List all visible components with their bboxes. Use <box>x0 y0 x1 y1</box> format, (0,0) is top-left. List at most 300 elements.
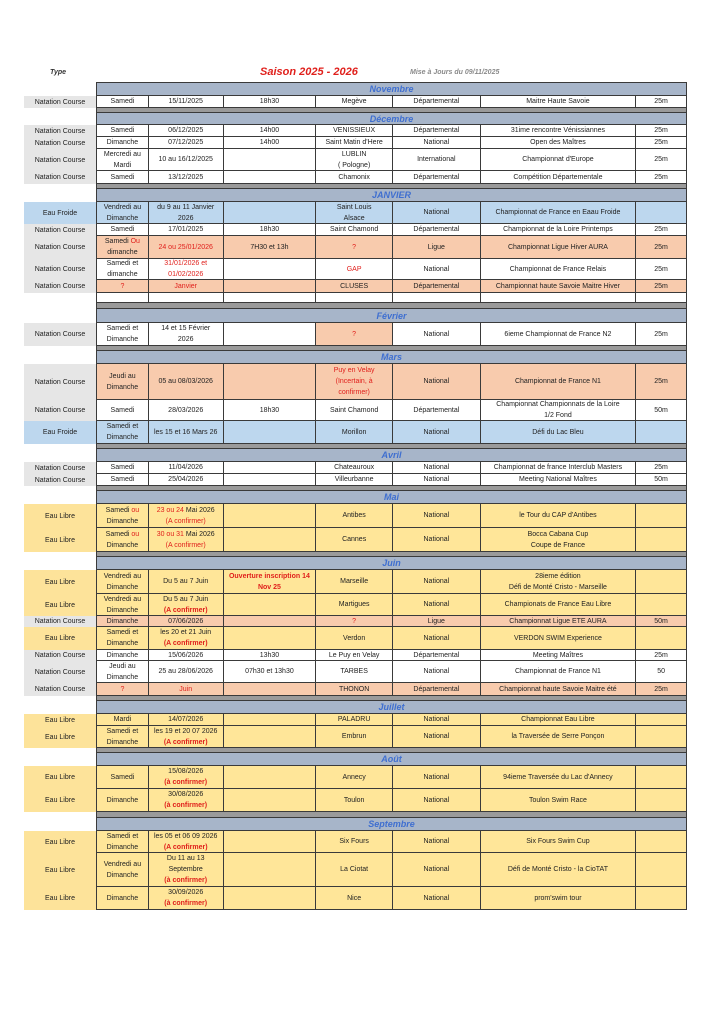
location-cell <box>316 171 393 183</box>
level-text: National <box>423 330 450 338</box>
month-header-fevrier: Février <box>96 308 687 323</box>
competition-text: Défi de Monté Cristo - la CioTAT <box>507 866 608 873</box>
pool-text: 25m <box>654 651 668 659</box>
time-text: Ouverture inscription 14 <box>228 572 310 580</box>
month-header-aout: Août <box>96 752 687 766</box>
location-text: Six Fours <box>339 838 369 845</box>
level-text: National <box>423 601 450 608</box>
competition-cell <box>481 789 636 811</box>
competition-cell <box>481 236 636 258</box>
competition-text: Maitre Haute Savoie <box>526 98 590 105</box>
pool-text: 25m <box>654 173 668 181</box>
pool-text: 25m <box>654 685 668 693</box>
location-text: Toulon <box>343 796 365 804</box>
day-text: Samedi <box>110 773 135 781</box>
day-text: Dimanche <box>106 606 139 614</box>
event-row <box>96 125 687 137</box>
location-cell <box>316 202 393 223</box>
event-type: Eau Libre <box>24 887 96 910</box>
pool-cell <box>636 570 686 593</box>
time-cell <box>224 528 317 551</box>
level-cell <box>393 137 481 148</box>
day-text: Samedi <box>110 476 135 483</box>
day-cell <box>97 853 149 886</box>
level-cell <box>393 400 481 420</box>
date-text: (à confirmer) <box>164 779 208 786</box>
location-cell <box>316 421 393 443</box>
location-text: Alsace <box>343 214 365 222</box>
competition-cell <box>481 364 636 399</box>
competition-text: Bocca Cabana Cup <box>527 530 589 538</box>
pool-cell <box>636 766 686 788</box>
day-text: Dimanche <box>106 640 139 647</box>
level-cell <box>393 766 481 788</box>
pool-cell <box>636 137 686 148</box>
level-cell <box>393 202 481 223</box>
event-row <box>96 259 687 280</box>
level-text: Départemental <box>413 173 460 181</box>
pool-cell <box>636 474 686 485</box>
level-text: National <box>423 796 450 804</box>
pool-cell <box>636 400 686 420</box>
date-text: 25 au 28/06/2026 <box>158 668 213 675</box>
level-cell <box>393 364 481 399</box>
date-cell <box>149 789 224 811</box>
date-text: 06/12/2025 <box>168 127 204 134</box>
day-text: Samedi <box>110 406 135 414</box>
location-text: Megève <box>341 98 367 105</box>
location-cell <box>316 474 393 485</box>
event-type: Natation Course <box>24 323 96 346</box>
competition-cell <box>481 714 636 725</box>
competition-cell <box>481 323 636 345</box>
day-text: Samedi <box>110 226 135 233</box>
level-cell <box>393 171 481 183</box>
date-cell <box>149 293 224 302</box>
location-text: Chateauroux <box>334 464 375 471</box>
competition-text: Championnat Ligue Hiver AURA <box>507 243 608 251</box>
pool-cell <box>636 171 686 183</box>
date-text: Du 5 au 7 Juin <box>163 578 209 585</box>
competition-cell <box>481 224 636 235</box>
competition-cell <box>481 421 636 443</box>
location-cell <box>316 224 393 235</box>
event-type: Eau Libre <box>24 504 96 528</box>
event-row <box>96 149 687 171</box>
location-cell <box>316 462 393 473</box>
competition-text: prom'swim tour <box>534 894 582 902</box>
level-text: National <box>423 668 450 675</box>
level-text: National <box>423 139 450 146</box>
competition-text: Meeting Maîtres <box>532 651 584 659</box>
event-type: Natation Course <box>24 149 96 171</box>
date-text: 01/02/2026 <box>168 271 204 278</box>
day-cell <box>97 789 149 811</box>
event-row <box>96 224 687 236</box>
day-text: Samedi <box>110 98 135 105</box>
competition-text: Championnat haute Savoie Maitre Hiver <box>495 282 620 290</box>
day-text: Jeudi au <box>109 662 136 670</box>
date-text: 30 ou 31 Mai 2026 <box>156 530 215 538</box>
event-row <box>96 726 687 748</box>
date-text: Du 5 au 7 Juin <box>163 595 209 603</box>
date-text: 15/08/2026 <box>168 768 204 775</box>
date-text: (A confirmer) <box>163 738 208 746</box>
pool-cell <box>636 96 686 107</box>
time-text: 18h30 <box>259 226 280 233</box>
level-cell <box>393 853 481 886</box>
event-type: Eau Froide <box>24 421 96 444</box>
day-text: Dimanche <box>106 214 139 222</box>
event-type: Eau Froide <box>24 202 96 224</box>
level-cell <box>393 323 481 345</box>
day-cell <box>97 462 149 473</box>
date-cell <box>149 125 224 136</box>
competition-text: Championnat Eau Libre <box>521 716 595 723</box>
time-cell <box>224 293 317 302</box>
pool-cell <box>636 323 686 345</box>
date-cell <box>149 462 224 473</box>
pool-text: 25m <box>654 282 668 290</box>
pool-cell <box>636 887 686 909</box>
month-header-decembre: Décembre <box>96 112 687 125</box>
date-cell <box>149 650 224 660</box>
level-cell <box>393 661 481 682</box>
event-type: Natation Course <box>24 650 96 661</box>
level-text: Départemental <box>413 282 460 290</box>
pool-cell <box>636 661 686 682</box>
location-text: ? <box>352 617 357 625</box>
pool-cell <box>636 364 686 399</box>
event-row <box>96 661 687 683</box>
day-text: Mardi <box>113 716 132 723</box>
date-text: (A confirmer) <box>163 606 208 614</box>
level-text: Ligue <box>427 617 445 625</box>
date-text: 05 au 08/03/2026 <box>158 378 213 385</box>
month-header-juillet: Juillet <box>96 700 687 714</box>
event-type: Natation Course <box>24 474 96 486</box>
competition-text: 31ime rencontre Vénissiannes <box>510 127 606 134</box>
pool-cell <box>636 683 686 695</box>
level-text: National <box>423 512 450 519</box>
day-text: Samedi <box>110 173 135 181</box>
location-text: Saint Chamond <box>330 406 379 414</box>
day-text: dimanche <box>107 271 138 278</box>
date-text: Janvier <box>174 282 197 290</box>
competition-cell <box>481 616 636 626</box>
day-text: Samedi et <box>106 260 139 267</box>
location-cell <box>316 280 393 292</box>
level-cell <box>393 570 481 593</box>
time-cell <box>224 714 317 725</box>
level-cell <box>393 293 481 302</box>
event-row <box>96 400 687 421</box>
location-text: Le Puy en Velay <box>328 651 380 659</box>
date-cell <box>149 504 224 527</box>
level-cell <box>393 887 481 909</box>
competition-text: Championnat de la Loire Printemps <box>503 226 613 233</box>
level-text: National <box>423 536 450 543</box>
time-cell <box>224 259 317 279</box>
location-text: Saint Louis <box>336 203 372 211</box>
time-cell <box>224 236 317 258</box>
level-text: National <box>423 476 450 483</box>
day-cell <box>97 714 149 725</box>
pool-text: 25m <box>654 139 668 146</box>
competition-text: 28ieme édition <box>535 572 581 580</box>
location-text: Chamonix <box>338 173 370 181</box>
location-cell <box>316 616 393 626</box>
day-text: Samedi et <box>106 325 139 332</box>
event-row <box>96 616 687 627</box>
competition-cell <box>481 171 636 183</box>
time-cell <box>224 766 317 788</box>
competition-text: Championnat de France en Eaau Froide <box>495 209 621 216</box>
time-cell <box>224 171 317 183</box>
time-cell <box>224 627 317 649</box>
event-type: Eau Libre <box>24 853 96 887</box>
level-text: National <box>423 378 450 385</box>
location-cell <box>316 714 393 725</box>
date-text: 23 ou 24 Mai 2026 <box>156 506 215 514</box>
day-text: Samedi et <box>106 423 139 430</box>
location-text: Saint Chamond <box>330 226 379 233</box>
day-text: Dimanche <box>106 541 139 549</box>
event-type: Natation Course <box>24 125 96 137</box>
date-text: les 19 et 20 07 2026 <box>153 727 218 735</box>
level-text: National <box>423 634 450 642</box>
day-cell <box>97 474 149 485</box>
level-text: National <box>423 838 450 845</box>
event-row <box>96 570 687 594</box>
month-header-mai: Mai <box>96 490 687 504</box>
location-cell <box>316 594 393 615</box>
location-text: (Incertain, à <box>335 378 373 385</box>
level-text: National <box>423 773 450 781</box>
competition-cell <box>481 462 636 473</box>
pool-text: 50m <box>654 476 668 483</box>
pool-cell <box>636 528 686 551</box>
date-cell <box>149 714 224 725</box>
competition-text: 6ieme Championnat de France N2 <box>504 330 612 338</box>
pool-cell <box>636 125 686 136</box>
date-cell <box>149 570 224 593</box>
time-cell <box>224 853 317 886</box>
day-cell <box>97 202 149 223</box>
time-cell <box>224 789 317 811</box>
day-text: Mercredi au <box>103 150 141 158</box>
day-cell <box>97 236 149 258</box>
time-cell <box>224 726 317 747</box>
month-header-janvier: JANVIER <box>96 188 687 202</box>
date-text: (A confirmer) <box>163 640 208 647</box>
location-cell <box>316 570 393 593</box>
level-text: National <box>423 428 450 436</box>
event-row <box>96 853 687 887</box>
event-type: Natation Course <box>24 462 96 474</box>
day-cell <box>97 661 149 682</box>
location-text: GAP <box>346 265 362 273</box>
competition-text: 94ieme Traversée du Lac d'Annecy <box>503 773 613 781</box>
date-cell <box>149 887 224 909</box>
pool-text: 25m <box>654 330 668 338</box>
event-row <box>96 683 687 696</box>
date-cell <box>149 280 224 292</box>
time-cell <box>224 504 317 527</box>
level-text: National <box>423 578 450 585</box>
competition-cell <box>481 594 636 615</box>
location-cell <box>316 528 393 551</box>
pool-cell <box>636 726 686 747</box>
day-cell <box>97 364 149 399</box>
level-text: Ligue <box>427 243 445 251</box>
date-cell <box>149 594 224 615</box>
pool-cell <box>636 280 686 292</box>
day-cell <box>97 280 149 292</box>
competition-text: Défi du Lac Bleu <box>532 428 584 436</box>
competition-cell <box>481 831 636 852</box>
location-cell <box>316 650 393 660</box>
competition-text: Meeting National Maîtres <box>519 476 597 483</box>
location-text: Verdon <box>343 634 366 642</box>
date-cell <box>149 202 224 223</box>
location-cell <box>316 504 393 527</box>
event-type: Natation Course <box>24 280 96 293</box>
level-cell <box>393 236 481 258</box>
time-text: 18h30 <box>259 406 280 414</box>
date-text: 10 au 16/12/2025 <box>158 156 213 163</box>
time-cell <box>224 96 317 107</box>
level-text: Départemental <box>413 98 460 105</box>
day-text: Samedi et <box>106 629 139 636</box>
pool-cell <box>636 149 686 170</box>
time-cell <box>224 323 317 345</box>
day-cell <box>97 137 149 148</box>
date-text: 17/01/2025 <box>168 226 204 233</box>
date-text: 13/12/2025 <box>168 173 204 181</box>
date-text: 28/03/2026 <box>168 406 204 414</box>
competition-cell <box>481 853 636 886</box>
time-cell <box>224 364 317 399</box>
event-type: Natation Course <box>24 364 96 400</box>
day-text: Vendredi au <box>103 860 142 868</box>
day-cell <box>97 528 149 551</box>
event-row <box>96 627 687 650</box>
level-cell <box>393 504 481 527</box>
date-cell <box>149 171 224 183</box>
time-text: Nov 25 <box>257 583 281 591</box>
competition-text: Championnat de France N1 <box>514 668 601 675</box>
event-type: Natation Course <box>24 616 96 627</box>
level-cell <box>393 627 481 649</box>
event-row <box>96 421 687 444</box>
location-text: Martigues <box>338 601 370 608</box>
location-text: ? <box>352 330 357 338</box>
competition-text: Open des Maîtres <box>530 139 586 146</box>
time-cell <box>224 125 317 136</box>
location-cell <box>316 831 393 852</box>
event-row <box>96 293 687 303</box>
event-row <box>96 96 687 108</box>
competition-text: Championnat haute Savoie Maitre été <box>499 685 617 693</box>
event-type: Natation Course <box>24 96 96 108</box>
day-cell <box>97 726 149 747</box>
location-text: Morillon <box>341 428 367 436</box>
pool-cell <box>636 236 686 258</box>
event-row <box>96 594 687 616</box>
competition-text: Compétition Départementale <box>513 173 603 181</box>
competition-text: Championnat Championnats de la Loire <box>496 401 620 408</box>
pool-text: 25m <box>654 156 668 163</box>
competition-cell <box>481 683 636 695</box>
time-cell <box>224 616 317 626</box>
date-text: les 15 et 16 Mars 26 <box>153 428 218 436</box>
date-cell <box>149 627 224 649</box>
day-text: Dimanche <box>106 796 139 804</box>
pool-text: 25m <box>654 127 668 134</box>
date-text: 15/06/2026 <box>168 651 204 659</box>
day-text: Vendredi au <box>103 572 142 580</box>
location-cell <box>316 400 393 420</box>
competition-text: Championats de France Eau Libre <box>504 601 612 608</box>
date-cell <box>149 853 224 886</box>
date-cell <box>149 149 224 170</box>
date-text: Du 11 au 13 <box>166 855 205 862</box>
time-text: 7H30 et 13h <box>250 243 289 251</box>
location-cell <box>316 683 393 695</box>
pool-cell <box>636 853 686 886</box>
event-type: Natation Course <box>24 661 96 683</box>
date-cell <box>149 528 224 551</box>
day-text: Dimanche <box>106 673 139 681</box>
competition-text: Toulon Swim Race <box>528 796 587 804</box>
date-text: (A confirmer) <box>165 541 206 549</box>
date-text: du 9 au 11 Janvier <box>157 203 215 211</box>
location-text: Marseille <box>340 578 369 585</box>
time-cell <box>224 400 317 420</box>
competition-cell <box>481 293 636 302</box>
event-type: Eau Libre <box>24 528 96 552</box>
competition-cell <box>481 570 636 593</box>
level-text: National <box>423 866 450 873</box>
level-cell <box>393 789 481 811</box>
event-row <box>96 323 687 346</box>
competition-cell <box>481 259 636 279</box>
level-text: Départemental <box>413 685 460 693</box>
event-type: Eau Libre <box>24 789 96 812</box>
day-text: Samedi <box>110 127 135 134</box>
time-cell <box>224 887 317 909</box>
pool-cell <box>636 831 686 852</box>
event-row <box>96 887 687 910</box>
competition-cell <box>481 202 636 223</box>
pool-cell <box>636 650 686 660</box>
date-cell <box>149 323 224 345</box>
time-cell <box>224 137 317 148</box>
time-text: 13h30 <box>259 651 280 659</box>
month-header-septembre: Septembre <box>96 817 687 831</box>
time-cell <box>224 831 317 852</box>
day-text: Samedi Ou <box>104 238 140 245</box>
day-text: Jeudi au <box>109 372 136 380</box>
competition-cell <box>481 650 636 660</box>
event-type: Eau Libre <box>24 627 96 650</box>
level-text: Départemental <box>413 406 460 414</box>
competition-cell <box>481 726 636 747</box>
date-cell <box>149 726 224 747</box>
day-text: ? <box>120 685 125 693</box>
date-text: les 05 et 06 09 2026 <box>153 832 218 840</box>
